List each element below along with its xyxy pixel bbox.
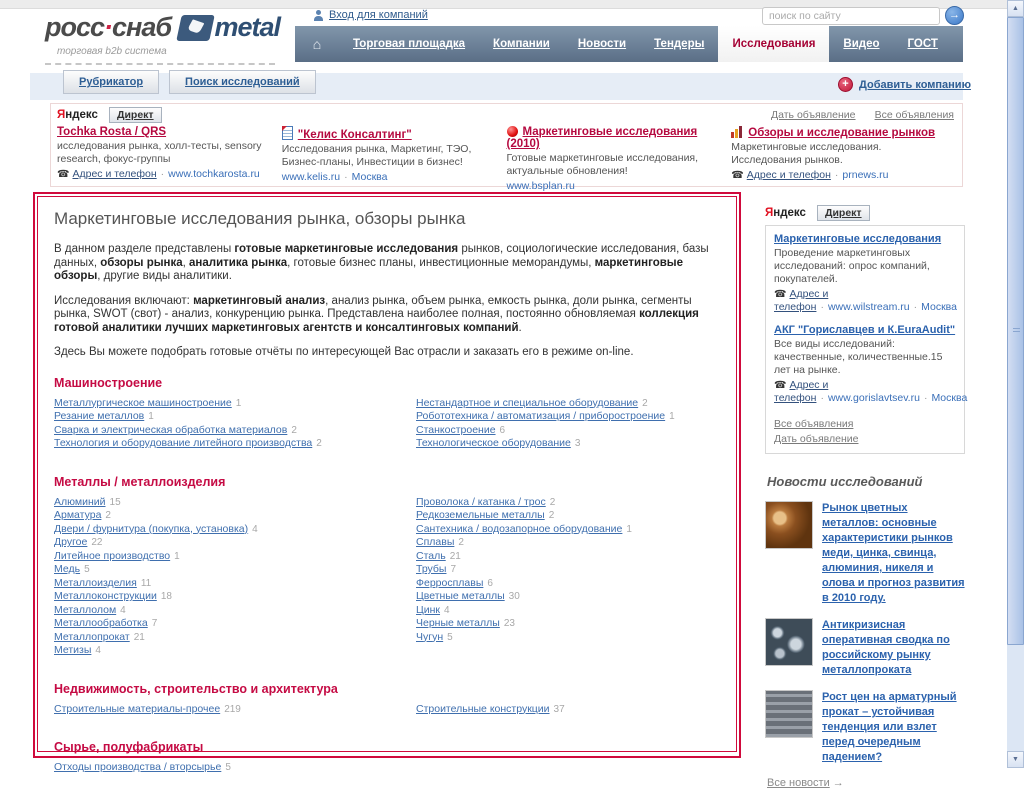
category-row xyxy=(416,523,720,537)
nav-tab-3[interactable]: Новости xyxy=(577,38,627,50)
category-count: 2 xyxy=(548,510,555,521)
add-company xyxy=(838,77,971,92)
category-row xyxy=(54,577,416,591)
category-column xyxy=(54,703,416,717)
sidebar-all-ads-link[interactable]: Все объявления xyxy=(774,418,854,430)
sidebar-ad xyxy=(774,233,956,314)
category-count: 1 xyxy=(626,523,632,535)
ad-site-link[interactable]: www.tochkarosta.ru xyxy=(168,168,260,180)
category-link[interactable]: Строительные материалы-прочее xyxy=(54,702,221,715)
category-column xyxy=(416,397,720,451)
category-row xyxy=(416,397,720,411)
category-link[interactable]: Сантехника / водозапорное оборудование xyxy=(416,522,623,535)
category-count: 5 xyxy=(84,564,90,575)
category-count: 4 xyxy=(120,604,126,616)
category-link[interactable]: Металлургическое машиностроение xyxy=(54,396,232,409)
section-heading: Металлы / металлоизделия xyxy=(54,474,226,489)
category-count: 4 xyxy=(444,604,450,616)
nav-tab-1[interactable]: Торговая площадка xyxy=(353,38,466,50)
ad-title-link[interactable]: Маркетинговые исследования (2010) xyxy=(506,126,698,150)
ad-city: Москва xyxy=(931,392,968,404)
ad-site-link[interactable]: www.wilstream.ru xyxy=(827,301,910,313)
category-link[interactable]: Чугун xyxy=(416,630,444,643)
category-count: 7 xyxy=(151,618,158,629)
category-row xyxy=(416,437,720,451)
category-section xyxy=(54,682,720,717)
ball-icon xyxy=(507,126,518,137)
search-submit-button[interactable] xyxy=(945,6,964,25)
news-item xyxy=(765,501,965,606)
section-columns xyxy=(54,703,720,717)
category-row xyxy=(54,644,416,658)
news-thumbnail[interactable] xyxy=(765,501,813,549)
intro-text xyxy=(54,243,720,360)
category-count: 23 xyxy=(503,618,515,629)
category-row xyxy=(54,563,416,577)
nav-tab-4[interactable]: Тендеры xyxy=(654,38,705,50)
category-count: 7 xyxy=(450,564,457,575)
category-link[interactable]: Алюминий xyxy=(54,495,106,508)
category-row xyxy=(54,496,416,510)
ad-title-row xyxy=(507,126,718,150)
category-count: 4 xyxy=(95,645,101,656)
doc-icon xyxy=(282,126,293,140)
vertical-scrollbar[interactable] xyxy=(1007,0,1024,768)
news-link[interactable]: Рынок цветных металлов: основные характеристики рынков меди, цинка, свинца, алюминия, никеля и олова и прогноз развития в 2010 году. xyxy=(822,502,965,604)
phone-icon xyxy=(774,379,789,391)
category-column xyxy=(54,496,416,658)
separator-dot: · xyxy=(820,301,824,313)
category-section xyxy=(54,740,720,775)
category-count: 5 xyxy=(225,762,231,773)
main-content xyxy=(33,192,741,773)
sidebar-ad-title-link[interactable]: Маркетинговые исследования xyxy=(774,233,942,245)
category-link[interactable]: Ферросплавы xyxy=(416,576,484,589)
nav-tab-7[interactable]: ГОСТ xyxy=(907,38,938,50)
yandex-logo: Яндекс xyxy=(57,109,98,121)
ad-site-link[interactable]: www.kelis.ru xyxy=(281,171,341,183)
phone-icon xyxy=(774,288,789,300)
tab-rubricator[interactable]: Рубрикатор xyxy=(63,70,159,94)
category-link[interactable]: Другое xyxy=(54,536,88,548)
main-nav xyxy=(295,26,963,62)
category-count: 3 xyxy=(574,438,581,449)
metal-bucket-icon xyxy=(176,15,215,41)
category-link[interactable]: Черные металлы xyxy=(416,617,500,629)
yandex-direct-side-block xyxy=(765,225,968,454)
separator-dot: · xyxy=(923,392,928,404)
ad-contact-line xyxy=(507,180,718,192)
metal-logo-text: metal xyxy=(214,12,280,42)
category-row xyxy=(54,604,416,618)
nav-tab-2[interactable]: Компании xyxy=(493,38,550,50)
category-row xyxy=(416,509,720,523)
category-count: 1 xyxy=(669,411,675,422)
section-columns xyxy=(54,496,720,658)
category-count: 1 xyxy=(235,397,242,409)
scroll-up-button[interactable] xyxy=(1007,0,1024,17)
company-login-link[interactable]: Вход для компаний xyxy=(329,9,428,21)
category-count: 22 xyxy=(91,537,103,548)
category-link[interactable]: Цинк xyxy=(416,603,441,616)
sidebar-ad-title-link[interactable]: АКГ "Гориславцев и К.EuraAudit" xyxy=(774,324,956,336)
category-link[interactable]: Метизы xyxy=(54,644,92,656)
category-link[interactable]: Металлоизделия xyxy=(54,576,137,589)
ad-contact-line xyxy=(282,171,493,183)
page-title: Маркетинговые исследования рынка, обзоры рынка xyxy=(54,209,466,228)
category-link[interactable]: Проволока / катанка / трос xyxy=(416,495,546,508)
category-link[interactable]: Технологическое оборудование xyxy=(416,437,571,449)
category-row xyxy=(416,563,720,577)
ad-contact-line xyxy=(774,379,968,405)
search-input[interactable] xyxy=(762,7,940,25)
post-ad-link[interactable]: Дать объявление xyxy=(771,109,856,121)
sidebar-ad xyxy=(774,324,968,405)
address-phone-link[interactable]: Адрес и телефон xyxy=(774,379,829,404)
separator-dot: · xyxy=(344,171,348,183)
category-count: 2 xyxy=(549,496,556,508)
category-row xyxy=(416,604,720,618)
category-row xyxy=(54,397,416,411)
address-phone-link[interactable]: Адрес и телефон xyxy=(72,168,157,180)
ad-contact-line xyxy=(731,169,942,181)
home-icon[interactable] xyxy=(295,26,339,62)
subnav-tabs xyxy=(63,70,316,94)
category-count: 2 xyxy=(105,510,111,521)
category-link[interactable]: Металлоконструкции xyxy=(54,590,157,602)
ad-title-row xyxy=(731,126,942,139)
logo-divider xyxy=(45,63,275,65)
news-item xyxy=(765,690,965,765)
category-row xyxy=(54,437,416,451)
separator-dot: · xyxy=(913,301,918,313)
top-ad xyxy=(507,126,732,192)
category-count: 2 xyxy=(458,537,464,548)
separator-dot: · xyxy=(820,392,824,404)
top-ad xyxy=(57,126,282,192)
section-heading: Машиностроение xyxy=(54,375,163,390)
intro-paragraph: Здесь Вы можете подобрать готовые отчёты по интересующей Вас отрасли и заказать его в режиме on-line. xyxy=(54,346,634,358)
category-row xyxy=(54,509,416,523)
category-row xyxy=(416,703,720,717)
category-row xyxy=(54,550,416,564)
news-item xyxy=(765,618,965,678)
direct-tab-sidebar[interactable]: Директ xyxy=(817,205,870,221)
category-section xyxy=(54,475,720,658)
category-link[interactable]: Металлолом xyxy=(54,603,117,616)
category-count: 5 xyxy=(447,631,453,643)
ad-text: исследования рынка, холл-тесты, sensory research, фокус-группы xyxy=(57,140,262,165)
ad-text: Проведение маркетинговых исследований: опрос компаний, покупателей. xyxy=(774,247,930,285)
person-icon xyxy=(313,10,324,21)
ad-contact-line xyxy=(774,288,956,314)
category-row xyxy=(54,424,416,438)
ad-site-link[interactable]: www.gorislavtsev.ru xyxy=(827,392,920,404)
category-row xyxy=(54,523,416,537)
yandex-direct-top-block xyxy=(50,103,963,192)
category-row xyxy=(416,550,720,564)
top-ad xyxy=(731,126,956,192)
company-login xyxy=(313,9,428,21)
category-row xyxy=(54,703,416,717)
ad-title-row xyxy=(282,126,493,141)
category-row xyxy=(416,631,720,645)
category-link[interactable]: Медь xyxy=(54,563,81,575)
plus-icon xyxy=(838,77,853,92)
yandex-logo-sidebar: Яндекс xyxy=(765,207,806,219)
news-section-title: Новости исследований xyxy=(767,474,923,489)
category-count: 2 xyxy=(316,438,322,449)
site-logo[interactable] xyxy=(45,12,280,65)
category-link[interactable]: Цветные металлы xyxy=(416,590,505,602)
category-row xyxy=(416,590,720,604)
category-column xyxy=(54,397,416,451)
category-count: 2 xyxy=(291,424,297,436)
category-row xyxy=(54,410,416,424)
ad-city: Москва xyxy=(351,171,388,183)
category-link[interactable]: Станкостроение xyxy=(416,423,496,436)
ad-text: Все виды исследований: качественные, количественные.15 лет на рынке. xyxy=(774,338,943,376)
address-phone-link[interactable]: Адрес и телефон xyxy=(746,169,831,181)
category-count: 21 xyxy=(133,631,145,643)
top-ad xyxy=(282,126,507,192)
category-section xyxy=(54,376,720,451)
address-phone-link[interactable]: Адрес и телефон xyxy=(774,288,829,313)
category-count: 6 xyxy=(487,577,493,589)
category-link[interactable]: Сварка и электрическая обработка материалов xyxy=(54,423,288,436)
ad-site-link[interactable]: www.bsplan.ru xyxy=(506,180,575,192)
ad-title-link[interactable]: Tochka Rosta / QRS xyxy=(57,126,167,138)
ad-title-row xyxy=(57,126,268,138)
ad-text: Маркетинговые исследования. Исследования рынков. xyxy=(731,141,882,166)
category-column xyxy=(416,761,720,775)
tab-research-search[interactable]: Поиск исследований xyxy=(169,70,316,94)
section-heading: Сырье, полуфабрикаты xyxy=(54,740,204,754)
category-count: 219 xyxy=(224,703,241,715)
category-link[interactable]: Редкоземельные металлы xyxy=(416,509,545,521)
scroll-down-button[interactable] xyxy=(1007,751,1024,768)
category-row xyxy=(54,617,416,631)
add-company-link[interactable]: Добавить компанию xyxy=(859,78,971,91)
category-link[interactable]: Металлообработка xyxy=(54,617,148,629)
category-link[interactable]: Металлопрокат xyxy=(54,630,130,643)
category-link[interactable]: Резание металлов xyxy=(54,410,145,422)
chart-icon xyxy=(731,126,743,138)
category-count: 6 xyxy=(499,424,506,436)
category-column xyxy=(416,703,720,717)
category-count: 1 xyxy=(174,550,180,562)
category-link[interactable]: Трубы xyxy=(416,563,447,575)
direct-tab[interactable]: Директ xyxy=(109,107,162,123)
category-link[interactable]: Литейное производство xyxy=(54,549,171,562)
site-search xyxy=(762,6,964,25)
phone-icon xyxy=(57,168,72,180)
ad-site-link[interactable]: prnews.ru xyxy=(842,169,889,181)
category-count: 18 xyxy=(160,591,172,602)
ad-text: Готовые маркетинговые исследования, актуальные обновления! xyxy=(506,152,699,177)
ad-city: Москва xyxy=(921,301,957,313)
category-row xyxy=(54,536,416,550)
category-row xyxy=(416,496,720,510)
sidebar-post-ad-link[interactable]: Дать объявление xyxy=(774,433,859,445)
separator-dot: · xyxy=(834,169,839,181)
category-link[interactable]: Отходы производства / вторсырье xyxy=(54,761,222,773)
brand-text: росс·снаб xyxy=(45,12,172,42)
category-count: 11 xyxy=(140,577,152,589)
separator-dot: · xyxy=(160,168,165,180)
category-link[interactable]: Сплавы xyxy=(416,536,455,548)
category-link[interactable]: Строительные конструкции xyxy=(416,702,550,715)
news-thumbnail[interactable] xyxy=(765,618,813,666)
category-row xyxy=(416,410,720,424)
category-row xyxy=(54,631,416,645)
category-count: 2 xyxy=(642,397,648,409)
section-columns xyxy=(54,761,720,775)
category-link[interactable]: Двери / фурнитура (покупка, установка) xyxy=(54,522,249,535)
scrollbar-thumb[interactable] xyxy=(1007,17,1024,645)
category-row xyxy=(416,536,720,550)
ad-text: Исследования рынка, Маркетинг, ТЭО, Бизнес-планы, Инвестиции в бизнес! xyxy=(281,143,472,168)
category-column xyxy=(54,761,416,775)
all-news-arrow: → xyxy=(832,777,844,789)
logo-tagline: торговая b2b система xyxy=(57,46,167,57)
category-row xyxy=(416,617,720,631)
category-link[interactable]: Сталь xyxy=(416,549,446,562)
section-columns xyxy=(54,397,720,451)
nav-tab-6[interactable]: Видео xyxy=(843,38,880,50)
category-row xyxy=(54,761,416,775)
category-row xyxy=(416,424,720,438)
category-count: 37 xyxy=(553,703,565,715)
intro-paragraph: Исследования включают: маркетинговый анализ, анализ рынка, объем рынка, емкость рынка, доли рынка, сегменты рынка, SWOT (свот) - анализ, конкуренцию рынка. Представлена наиболее полная, постоянно обновляемая коллекция готовой аналитики лучших маркетинговых агентств и консалтинговых компаний. xyxy=(54,294,699,334)
category-row xyxy=(54,590,416,604)
category-row xyxy=(416,577,720,591)
phone-icon xyxy=(731,169,746,181)
news-link[interactable]: Рост цен на арматурный прокат – устойчивая тенденция или взлет перед очередным падением? xyxy=(822,691,957,763)
category-count: 21 xyxy=(449,550,461,562)
news-link[interactable]: Антикризисная оперативная сводка по российскому рынку металлопроката xyxy=(822,619,950,676)
all-news-link[interactable]: Все новости xyxy=(767,777,830,789)
category-count: 30 xyxy=(508,591,520,602)
all-ads-link[interactable]: Все объявления xyxy=(874,109,954,121)
category-count: 1 xyxy=(148,411,154,422)
category-count: 15 xyxy=(109,496,121,508)
ad-contact-line xyxy=(57,168,268,180)
category-column xyxy=(416,496,720,658)
section-heading: Недвижимость, строительство и архитектура xyxy=(54,681,338,696)
ad-title-link[interactable]: Обзоры и исследование рынков xyxy=(748,127,936,139)
sidebar xyxy=(765,205,968,789)
intro-paragraph: В данном разделе представлены готовые маркетинговые исследования рынков, социологические исследования, базы данных, обзоры рынка, аналитика рынка, готовые бизнес планы, инвестиционные меморандумы, маркетинговые обзоры, другие виды аналитики. xyxy=(54,243,709,282)
category-link[interactable]: Нестандартное и специальное оборудование xyxy=(416,396,639,409)
category-count: 4 xyxy=(252,523,258,535)
category-link[interactable]: Арматура xyxy=(54,509,102,521)
news-thumbnail[interactable] xyxy=(765,690,813,738)
nav-tab-5[interactable]: Исследования xyxy=(718,26,829,62)
category-link[interactable]: Технология и оборудование литейного производства xyxy=(54,437,313,449)
ad-title-link[interactable]: "Келис Консалтинг" xyxy=(297,129,412,141)
category-link[interactable]: Робототехника / автоматизация / приборостроение xyxy=(416,410,666,422)
